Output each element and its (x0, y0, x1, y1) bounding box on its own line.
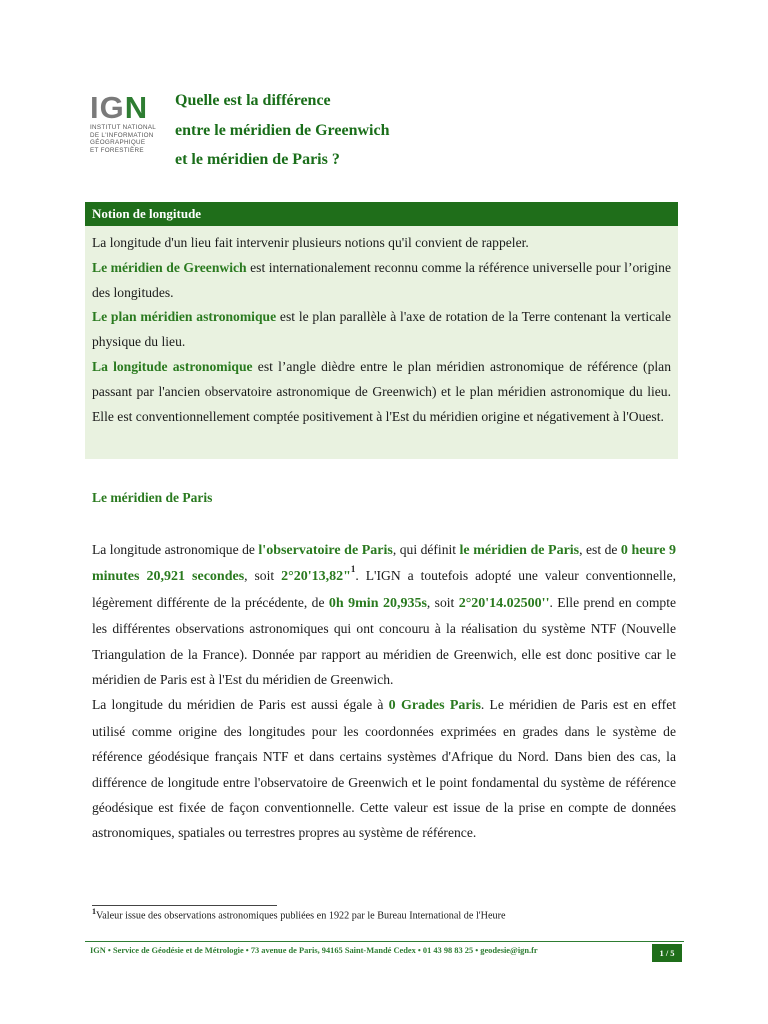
highlight-meridian: le méridien de Paris (459, 543, 580, 558)
page-number: 1 / 5 (652, 944, 682, 962)
highlight-observatory: l'observatoire de Paris (258, 543, 393, 558)
logo-subtitle (90, 124, 160, 154)
text-run: La longitude du méridien de Paris est aussi égale à (92, 697, 389, 713)
box-item-greenwich (92, 256, 671, 306)
text-run: , est de (579, 542, 621, 557)
logo-subtitle-line: DE L'INFORMATION (90, 131, 154, 139)
paragraph-1 (92, 537, 676, 692)
box-item-longitude (92, 355, 671, 429)
text-run: . Le méridien de Paris est en effet utilisé comme origine des longitudes pour les coordonnées exprimées en grades dans le système de référence géodésique français NTF et dans certains systèmes d'Afrique du Nord. Dans bien des cas, la différence de longitude entre l'observatoire de Greenwich et le point fondamental du système de référence géodésique est fixée de façon conventionnelle. Cette valeur est issue de la prise en compte de données astronomiques, spatiales ou terrestres propres au système de référence. (92, 697, 676, 841)
title-line: et le méridien de Paris ? (175, 151, 340, 168)
box-item-plan (92, 305, 671, 355)
text-run: , qui définit (392, 542, 460, 557)
ign-logo (90, 90, 160, 154)
section-heading: Le méridien de Paris (92, 490, 213, 505)
highlight-angle-value: 2°20'13,82" (281, 569, 351, 585)
logo-mark-gray: IG (90, 90, 125, 125)
title-line: Quelle est la différence (175, 92, 331, 109)
footnote-text: Valeur issue des observations astronomiques publiées en 1922 par le Bureau International de l'Heure (96, 910, 506, 922)
longitude-notion-box (85, 226, 678, 459)
logo-subtitle-line: INSTITUT NATIONAL (90, 124, 157, 131)
footnote-ref[interactable]: 1 (350, 564, 356, 575)
text-run: , soit (426, 594, 459, 610)
highlight-ign-angle: 2°20'14.02500'' (458, 595, 550, 611)
box-heading: Notion de longitude (85, 202, 678, 226)
box-intro: La longitude d'un lieu fait intervenir plusieurs notions qu'il convient de rappeler. (92, 235, 529, 250)
logo-subtitle-line: ET FORESTIÈRE (90, 146, 144, 154)
document-title (175, 86, 389, 175)
footer-divider (85, 941, 684, 942)
logo-mark-green: N (124, 90, 149, 125)
logo-mark (90, 90, 160, 125)
text-run: . L'IGN a toutefois adopté une valeur conventionnelle, légèrement différente de la précédente, de (92, 568, 676, 610)
definition-greenwich: est internationalement reconnu comme la référence universelle pour l’origine des longitudes. (92, 259, 671, 300)
text-run: La longitude astronomique de (92, 542, 259, 557)
highlight-time-value: 0 heure 9 minutes 20,921 secondes (92, 543, 677, 585)
section-body (92, 537, 676, 846)
term-longitude: La longitude astronomique (92, 358, 253, 374)
paragraph-2 (92, 692, 676, 845)
footnote (92, 907, 506, 921)
text-run: . Elle prend en compte les différentes observations astronomiques qui ont concouru à la réalisation du système NTF (Nouvelle Triangulation de la France). Donnée par rapport au méridien de Greenwich, elle est donc positive car le méridien de Paris est à l'Est du méridien de Greenwich. (92, 594, 677, 688)
footnote-divider (92, 905, 277, 906)
term-plan: Le plan méridien astronomique (92, 309, 277, 325)
highlight-ign-time: 0h 9min 20,935s (328, 595, 427, 611)
highlight-grades: 0 Grades Paris (388, 698, 481, 714)
term-greenwich: Le méridien de Greenwich (92, 259, 247, 275)
text-run: , soit (244, 568, 282, 584)
title-line: entre le méridien de Greenwich (175, 121, 390, 139)
footnote-number: 1 (92, 907, 96, 916)
definition-plan: est le plan parallèle à l'axe de rotation de la Terre contenant la verticale physique du lieu. (92, 309, 671, 350)
definition-longitude: est l’angle dièdre entre le plan méridien astronomique de référence (plan passant par l'ancien observatoire astronomique de Greenwich) et le plan méridien astronomique du lieu. Elle est conventionnellement comptée positivement à l'Est du méridien origine et négativement à l'Ouest. (92, 358, 671, 424)
footer-text: IGN • Service de Géodésie et de Métrologie • 73 avenue de Paris, 94165 Saint-Mandé Cedex • 01 43 98 83 25 • geodesie@ign.fr (90, 946, 538, 955)
logo-subtitle-line: GÉOGRAPHIQUE (90, 139, 146, 147)
